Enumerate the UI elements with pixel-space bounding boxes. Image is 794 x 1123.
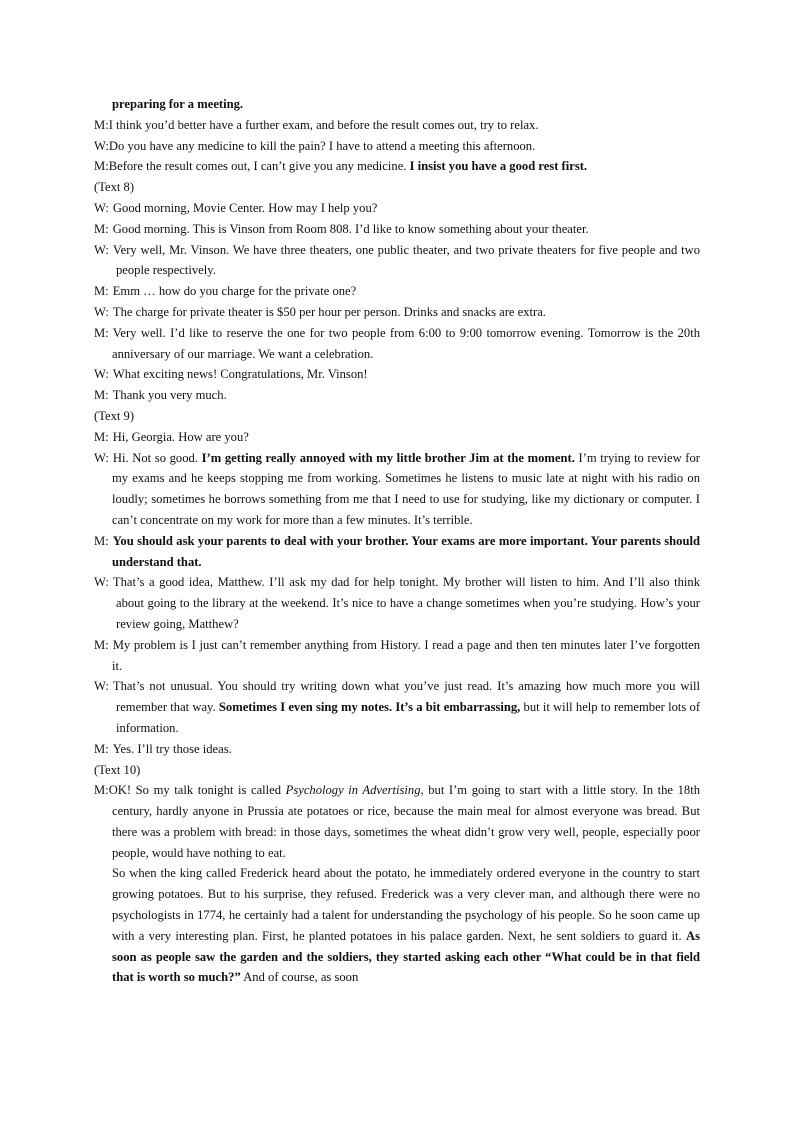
dialogue-line xyxy=(94,531,700,573)
dialogue-line xyxy=(94,676,700,738)
dialogue-text: OK! So my talk tonight is called xyxy=(108,783,286,798)
section-heading: (Text 9) xyxy=(94,408,135,423)
dialogue-text: That’s a good idea, Matthew. I’ll ask my dad for help tonight. My brother will listen to him. And I’ll also think about going to the library at the weekend. It’s nice to have a change sometimes when you’re studying. How’s your review going, Matthew? xyxy=(112,575,700,631)
bold-text: Sometimes I even sing my notes. It’s a bit embarrassing, xyxy=(218,700,521,715)
speaker-label: M: xyxy=(94,388,109,403)
speaker-label: M: xyxy=(94,637,109,652)
document-page xyxy=(94,94,700,988)
speaker-label: W: xyxy=(94,367,109,382)
bold-text: I’m getting really annoyed with my little brother Jim at the moment. xyxy=(201,450,575,465)
dialogue-text: Before the result comes out, I can’t give you any medicine. xyxy=(108,159,410,174)
dialogue-text: Hi, Georgia. How are you? xyxy=(112,429,249,444)
speaker-label: M: xyxy=(94,284,109,299)
dialogue-text: I’m trying to review for my exams and he keeps stopping me from working. Sometimes he listens to music late at night with his radio on loudly; sometimes he borrows something from me that I need to use for studying, like my dictionary or computer. I can’t concentrate on my work for more than a few minutes. It’s terrible. xyxy=(112,450,700,527)
speaker-label: W: xyxy=(94,450,109,465)
dialogue-line xyxy=(94,364,700,385)
italic-title: Psychology in Advertising xyxy=(285,783,421,798)
bold-text: I insist you have a good rest first. xyxy=(409,159,588,174)
speaker-label: W: xyxy=(94,138,109,153)
bold-text: You should ask your parents to deal with your brother. Your exams are more important. Your parents should understand that. xyxy=(112,533,700,569)
section-heading: (Text 10) xyxy=(94,762,141,777)
dialogue-line xyxy=(94,385,700,406)
dialogue-text: And of course, as soon xyxy=(240,970,359,985)
dialogue-text: Good morning, Movie Center. How may I help you? xyxy=(112,200,378,215)
dialogue-line xyxy=(94,115,700,136)
speaker-label: W: xyxy=(94,679,109,694)
dialogue-text: Emm … how do you charge for the private one? xyxy=(112,284,357,299)
dialogue-line xyxy=(94,94,700,115)
dialogue-line xyxy=(94,198,700,219)
speaker-label: W: xyxy=(94,304,109,319)
dialogue-line xyxy=(94,219,700,240)
dialogue-line xyxy=(94,302,700,323)
dialogue-text: What exciting news! Congratulations, Mr. Vinson! xyxy=(112,367,368,382)
dialogue-text: Hi. Not so good. xyxy=(112,450,202,465)
dialogue-line xyxy=(94,281,700,302)
speaker-label: M: xyxy=(94,221,109,236)
dialogue-text: but it will help to remember lots of information. xyxy=(116,700,701,735)
dialogue-text: Very well, Mr. Vinson. We have three theaters, one public theater, and two private theaters for five people and two people respectively. xyxy=(112,242,700,278)
speaker-label: W: xyxy=(94,575,109,590)
dialogue-line xyxy=(94,739,700,760)
dialogue-text: So when the king called Frederick heard about the potato, he immediately ordered everyone in the country to start growing potatoes. But to his surprise, they refused. Frederick was a very clever man, and although there were no psychologists in 1774, he certainly had a talent for understanding the psychology of his people. So he soon came up with a very interesting plan. First, he planted potatoes in his palace garden. Next, he sent soldiers to guard it. xyxy=(112,866,700,943)
speaker-label: M: xyxy=(94,533,109,548)
speaker-label: M: xyxy=(94,783,109,798)
dialogue-line xyxy=(94,136,700,157)
dialogue-line xyxy=(94,240,700,282)
dialogue-line xyxy=(94,572,700,634)
speaker-label: M: xyxy=(94,741,109,756)
dialogue-line xyxy=(94,156,700,177)
dialogue-text: Yes. I’ll try those ideas. xyxy=(112,741,232,756)
dialogue-text: Very well. I’d like to reserve the one for two people from 6:00 to 9:00 tomorrow evening. Tomorrow is the 20th anniversary of our marriage. We want a celebration. xyxy=(112,325,700,361)
speaker-label: M: xyxy=(94,117,109,132)
dialogue-text: The charge for private theater is $50 per hour per person. Drinks and snacks are extra. xyxy=(112,304,546,319)
dialogue-text: , but I’m going to start with a little story. In the 18th century, hardly anyone in Prussia ate potatoes or rice, because the main meal for almost everyone was bread. But there was a problem with bread: in those days, sometimes the wheat didn’t grow very well, people, especially poor people, would have nothing to eat. xyxy=(112,783,700,860)
section-heading: (Text 8) xyxy=(94,180,135,195)
speaker-label: M: xyxy=(94,159,109,174)
dialogue-text: I think you’d better have a further exam, and before the result comes out, try to relax. xyxy=(108,117,539,132)
speaker-label: M: xyxy=(94,325,109,340)
dialogue-line xyxy=(94,635,700,677)
dialogue-paragraph xyxy=(94,863,700,988)
speaker-label: M: xyxy=(94,429,109,444)
dialogue-text: Do you have any medicine to kill the pain? I have to attend a meeting this afternoon. xyxy=(108,138,536,153)
dialogue-text: That’s not unusual. You should try writing down what you’ve just read. It’s amazing how much more you will remember that way. xyxy=(112,679,700,715)
dialogue-line xyxy=(94,427,700,448)
dialogue-text: Thank you very much. xyxy=(112,388,227,403)
dialogue-line xyxy=(94,323,700,365)
speaker-label: W: xyxy=(94,242,109,257)
dialogue-text: Good morning. This is Vinson from Room 808. I’d like to know something about your theater. xyxy=(112,221,589,236)
bold-text: As soon as people saw the garden and the soldiers, they started asking each other “What could be in that field that is worth so much?” xyxy=(112,928,700,985)
dialogue-line xyxy=(94,448,700,531)
dialogue-text: My problem is I just can’t remember anything from History. I read a page and then ten minutes later I’ve forgotten it. xyxy=(112,637,700,673)
bold-text: preparing for a meeting. xyxy=(112,97,244,111)
dialogue-line xyxy=(94,780,700,863)
speaker-label: W: xyxy=(94,200,109,215)
